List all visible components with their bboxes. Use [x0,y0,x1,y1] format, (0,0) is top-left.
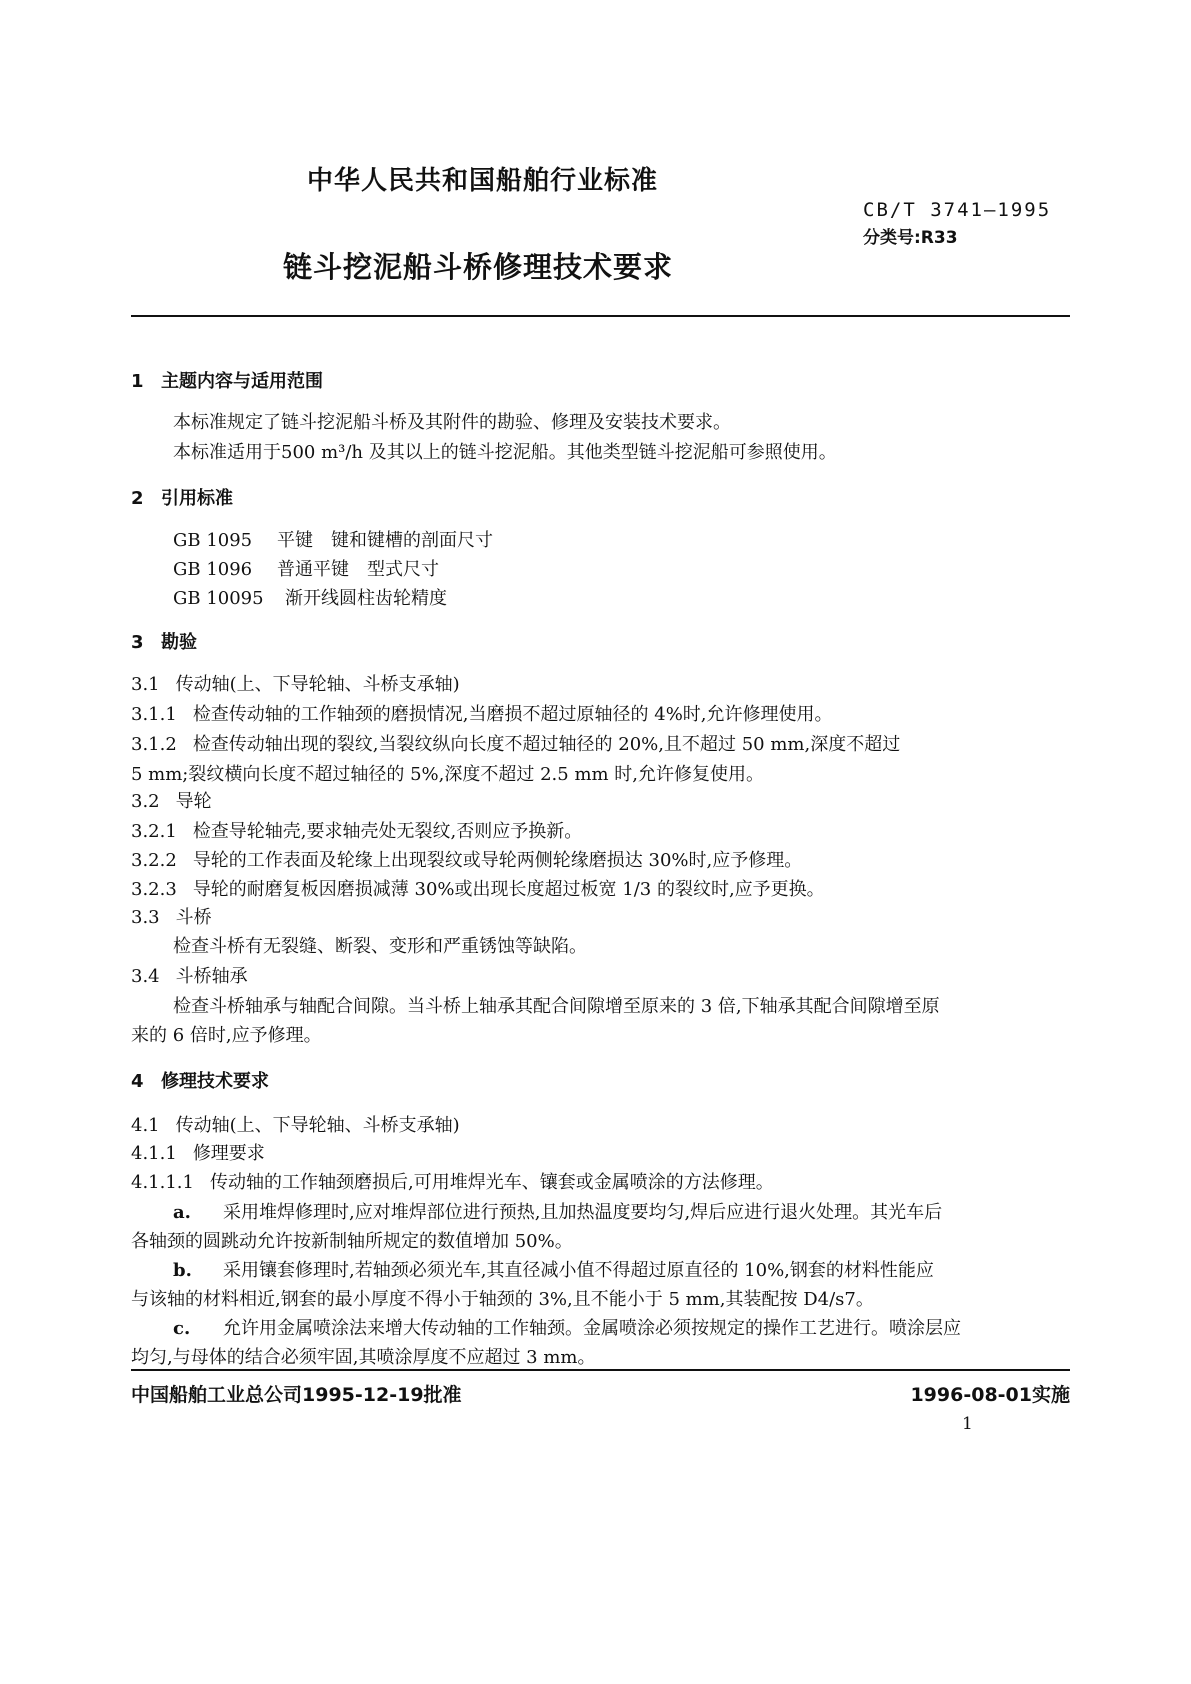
reference-item [173,555,439,581]
clause-text: 检查传动轴出现的裂纹,当裂纹纵向长度不超过轴径的 20%,且不超过 50 mm,深度不超过 [192,734,901,755]
clause-text: 检查导轮轴壳,要求轴壳处无裂纹,否则应予换新。 [192,821,583,842]
clause-number: 4.1.1 [131,1143,177,1164]
reference-title: 平键 键和键槽的剖面尺寸 [277,530,493,551]
clause-text: 导轮的工作表面及轮缘上出现裂纹或导轮两侧轮缘磨损达 30%时,应予修理。 [192,850,803,871]
clause-number: 3.2.2 [131,850,177,871]
list-item-text: 采用堆焊修理时,应对堆焊部位进行预热,且加热温度要均匀,焊后应进行退火处理。其光车后 [223,1202,943,1223]
section-title: 勘验 [161,632,197,653]
reference-item [173,584,447,610]
section-1-paragraph-1: 本标准规定了链斗挖泥船斗桥及其附件的勘验、修理及安装技术要求。 [173,412,731,433]
list-item-letter: a. [173,1202,191,1223]
clause-number: 3.1.2 [131,734,177,755]
section-number: 4 [131,1071,144,1092]
clause-number: 3.3 [131,907,160,928]
list-item-letter: c. [173,1318,191,1339]
footer-divider [131,1369,1070,1371]
clause-4-1-1-1 [131,1168,774,1194]
section-number: 3 [131,632,144,653]
clause-title: 传动轴(上、下导轮轴、斗桥支承轴) [175,1115,460,1136]
section-title: 引用标准 [161,488,233,509]
page-number: 1 [962,1414,973,1434]
reference-code: GB 1096 [173,559,253,580]
effective-date: 1996-08-01实施 [910,1384,1070,1406]
section-4-heading [131,1067,269,1093]
subsection-4-1-1 [131,1139,265,1165]
reference-title: 渐开线圆柱齿轮精度 [285,588,447,609]
clause-3-4-continuation: 来的 6 倍时,应予修理。 [131,1025,322,1046]
list-item-text: 允许用金属喷涂法来增大传动轴的工作轴颈。金属喷涂必须按规定的操作工艺进行。喷涂层应 [223,1318,961,1339]
list-item-c-continuation: 均匀,与母体的结合必须牢固,其喷涂厚度不应超过 3 mm。 [131,1347,596,1368]
reference-item [173,526,493,552]
clause-number: 4.1 [131,1115,160,1136]
header-divider [131,315,1070,317]
clause-title: 斗桥轴承 [175,966,248,987]
clause-3-2-3 [131,875,825,901]
standard-code: CB/T 3741—1995 [863,199,1052,221]
subsection-3-2 [131,787,212,813]
clause-text: 检查传动轴的工作轴颈的磨损情况,当磨损不超过原轴径的 4%时,允许修理使用。 [192,704,833,725]
clause-title: 传动轴(上、下导轮轴、斗桥支承轴) [175,674,460,695]
clause-3-1-2-continuation: 5 mm;裂纹横向长度不超过轴径的 5%,深度不超过 2.5 mm 时,允许修复使用。 [131,764,765,785]
list-item-c [173,1314,961,1340]
classification-number: 分类号:R33 [863,228,958,248]
subsection-4-1 [131,1111,460,1137]
clause-title: 修理要求 [192,1143,265,1164]
list-item-b-continuation: 与该轴的材料相近,钢套的最小厚度不得小于轴颈的 3%,且不能小于 5 mm,其装配按 D4/s7。 [131,1289,874,1310]
clause-text: 传动轴的工作轴颈磨损后,可用堆焊光车、镶套或金属喷涂的方法修理。 [209,1172,774,1193]
clause-3-1-1 [131,700,833,726]
subsection-3-1 [131,670,460,696]
list-item-a [173,1198,942,1224]
clause-number: 3.2.3 [131,879,177,900]
reference-title: 普通平键 型式尺寸 [277,559,439,580]
section-1-heading [131,367,323,393]
clause-3-4-text: 检查斗桥轴承与轴配合间隙。当斗桥上轴承其配合间隙增至原来的 3 倍,下轴承其配合间隙增至原 [173,996,940,1017]
clause-number: 3.2.1 [131,821,177,842]
section-title: 修理技术要求 [161,1071,269,1092]
reference-code: GB 1095 [173,530,253,551]
approval-statement: 中国船舶工业总公司1995-12-19批准 [131,1384,462,1406]
section-2-heading [131,484,233,510]
section-3-heading [131,628,197,654]
clause-3-3-text: 检查斗桥有无裂缝、断裂、变形和严重锈蚀等缺陷。 [173,936,587,957]
list-item-b [173,1256,934,1282]
clause-3-1-2 [131,730,900,756]
clause-number: 3.1.1 [131,704,177,725]
standard-title: 中华人民共和国船舶行业标准 [307,166,659,196]
list-item-text: 采用镶套修理时,若轴颈必须光车,其直径减小值不得超过原直径的 10%,钢套的材料性能应 [223,1260,934,1281]
clause-number: 3.1 [131,674,160,695]
section-title: 主题内容与适用范围 [161,371,323,392]
clause-title: 斗桥 [175,907,212,928]
subsection-3-4 [131,962,248,988]
list-item-letter: b. [173,1260,192,1281]
clause-number: 3.2 [131,791,160,812]
clause-number: 3.4 [131,966,160,987]
reference-code: GB 10095 [173,588,264,609]
clause-3-2-2 [131,846,802,872]
clause-text: 导轮的耐磨复板因磨损减薄 30%或出现长度超过板宽 1/3 的裂纹时,应予更换。 [192,879,825,900]
section-1-paragraph-2: 本标准适用于500 m³/h 及其以上的链斗挖泥船。其他类型链斗挖泥船可参照使用。 [173,442,837,463]
clause-title: 导轮 [175,791,212,812]
document-title: 链斗挖泥船斗桥修理技术要求 [283,250,674,284]
section-number: 1 [131,371,144,392]
subsection-3-3 [131,903,212,929]
clause-number: 4.1.1.1 [131,1172,194,1193]
clause-3-2-1 [131,817,582,843]
list-item-a-continuation: 各轴颈的圆跳动允许按新制轴所规定的数值增加 50%。 [131,1231,573,1252]
section-number: 2 [131,488,144,509]
